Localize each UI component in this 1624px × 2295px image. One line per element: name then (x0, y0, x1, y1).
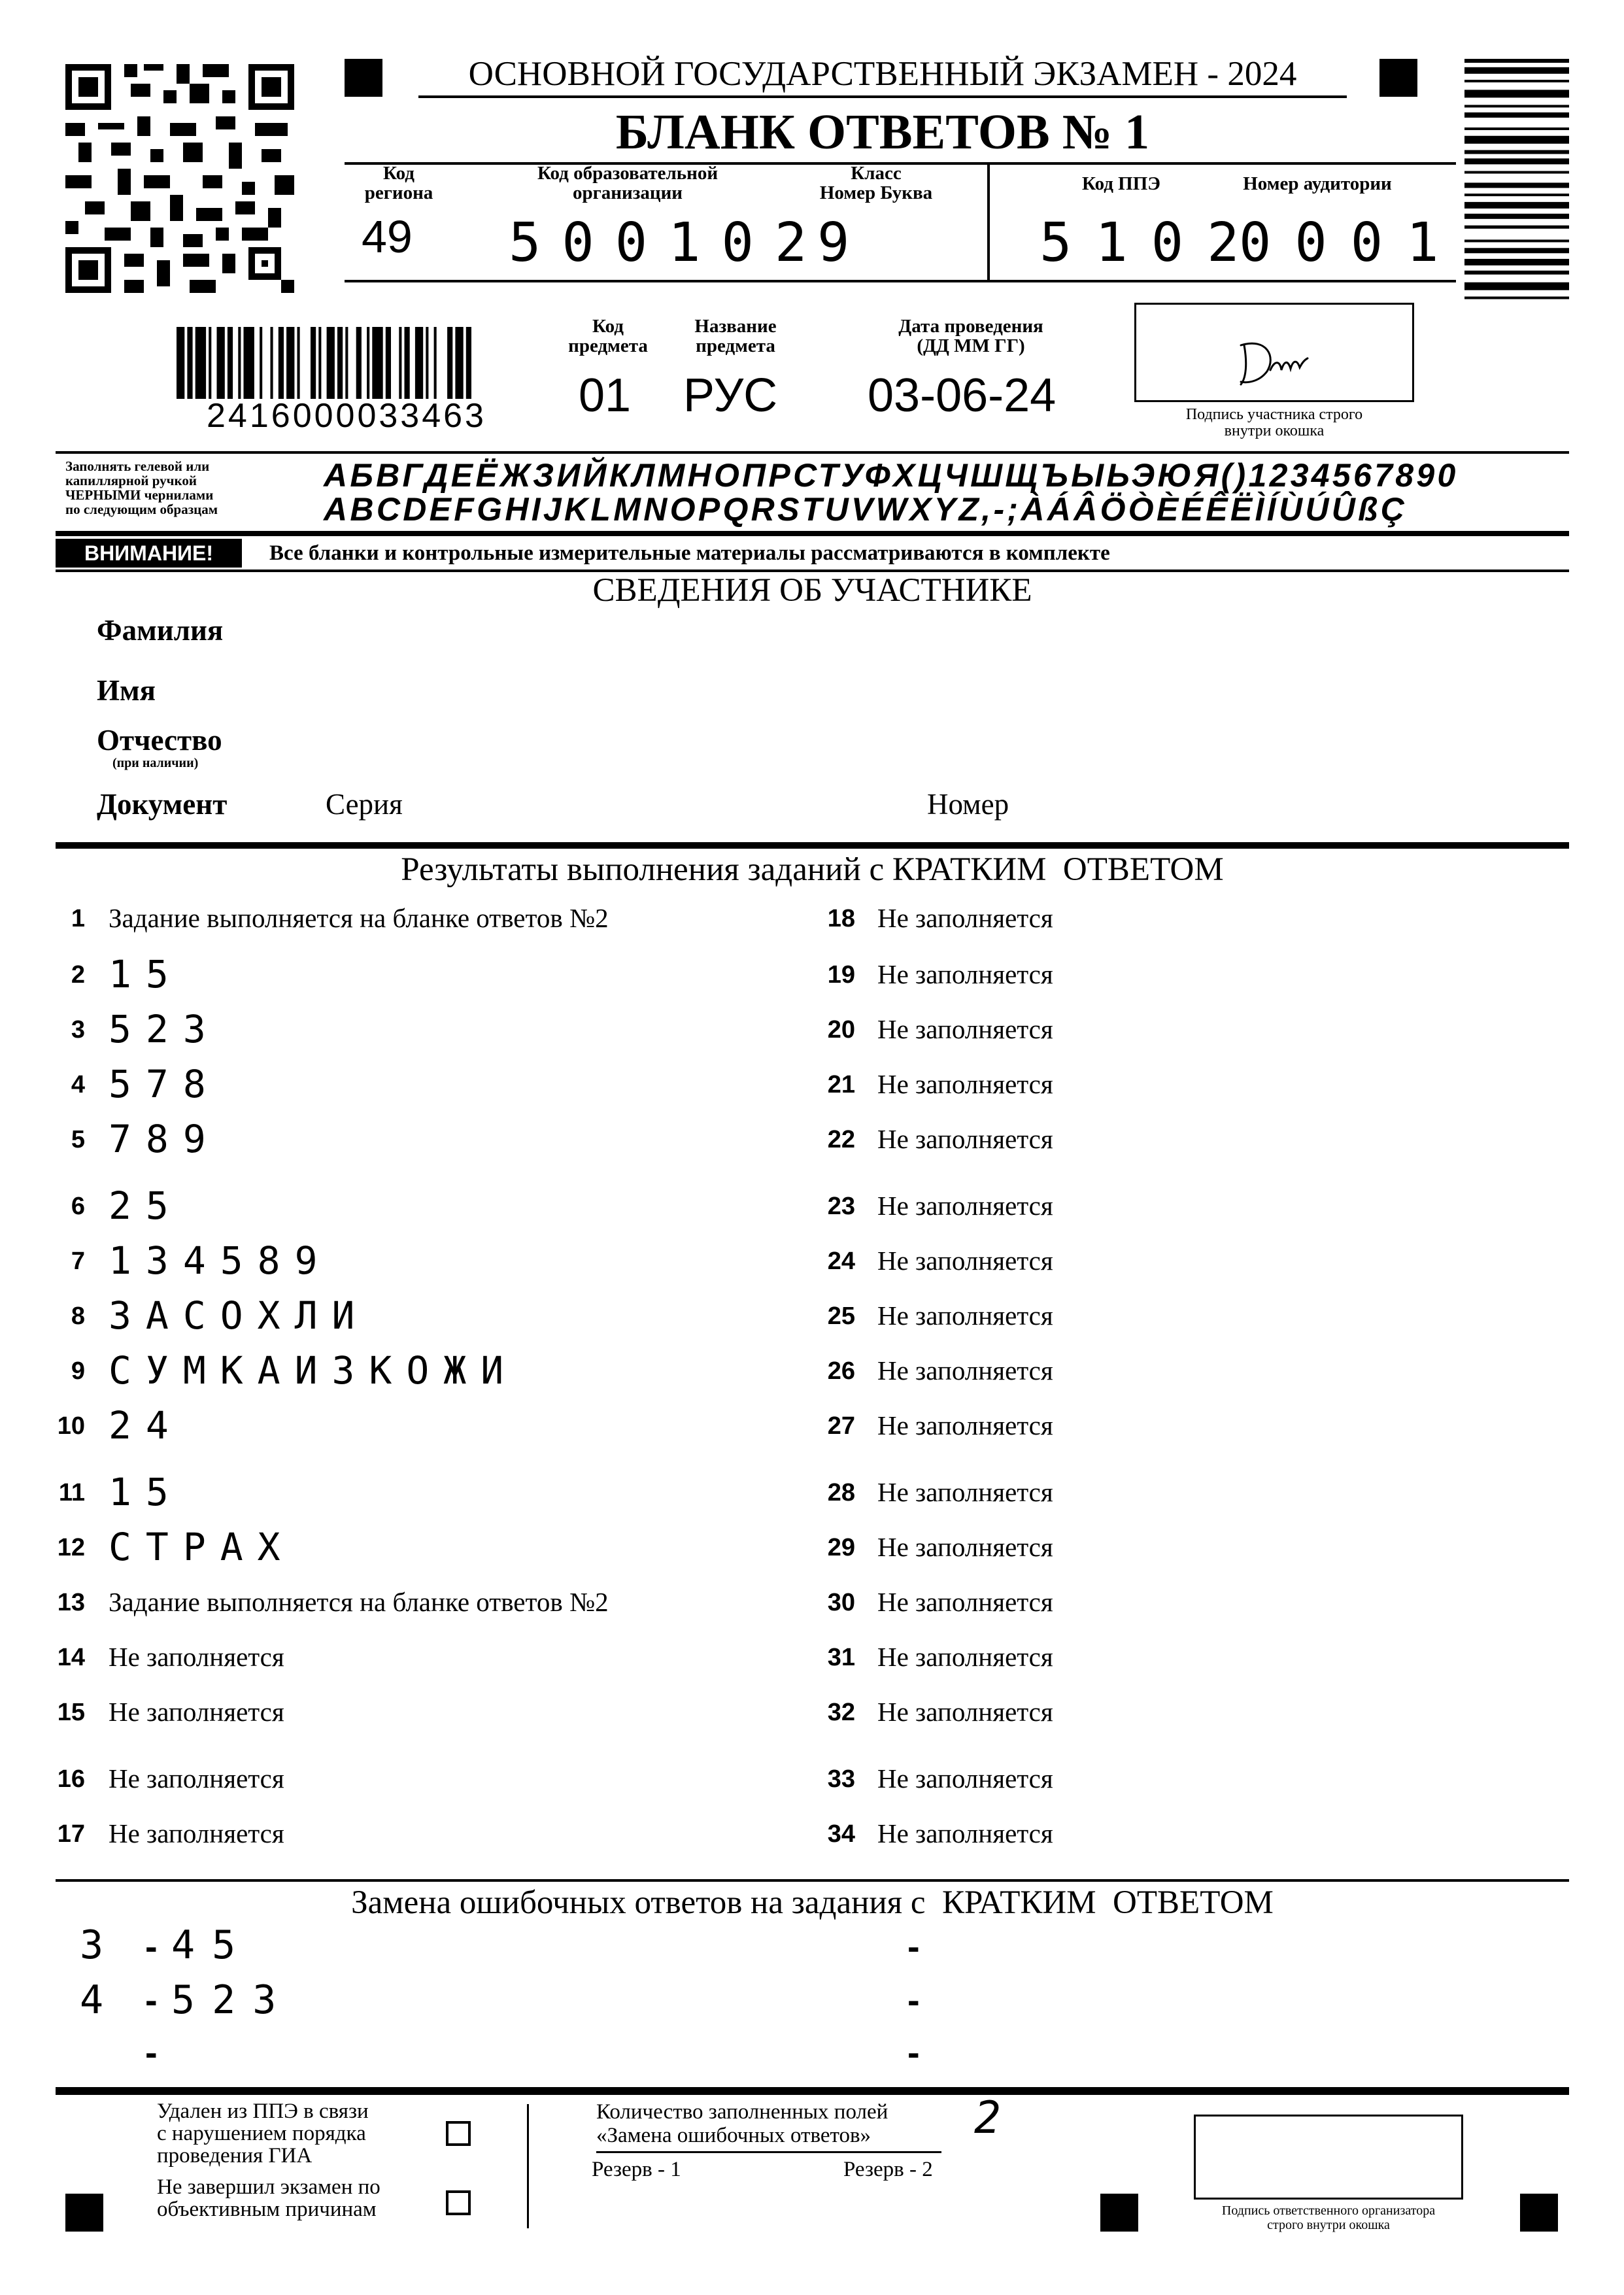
task-number: 20 (827, 1016, 855, 1044)
task-answer: Задание выполняется на бланке ответов №2 (109, 903, 609, 933)
task-number: 19 (827, 961, 855, 989)
task-answer[interactable]: 15 (109, 1470, 183, 1514)
samples-instruction: Заполнять гелевой или капиллярной ручкой ЧЕРНЫМИ чернилами по следующим образцам (65, 458, 218, 517)
task-answer[interactable]: 523 (109, 1007, 220, 1051)
replacement-dash-1: - (145, 1926, 158, 1967)
task-number: 3 (71, 1016, 85, 1044)
removed-label: Удален из ППЭ в связи с нарушением порядка проведения ГИА (157, 2100, 369, 2168)
task-answer: Не заполняется (877, 903, 1053, 933)
footer-top-rule (56, 2087, 1569, 2095)
task-answer: Не заполняется (877, 959, 1053, 989)
task-number: 5 (71, 1126, 85, 1153)
task-number: 23 (827, 1193, 855, 1220)
task-number: 11 (58, 1479, 85, 1506)
task-answer: Не заполняется (109, 1642, 284, 1672)
room-label: Номер аудитории (1243, 173, 1392, 194)
qr-code (59, 58, 301, 299)
room-value: 0001 (1239, 212, 1463, 274)
side-barcode (1464, 59, 1569, 451)
task-number: 13 (57, 1589, 85, 1616)
count-value[interactable]: 2 (974, 2092, 1018, 2144)
task-answer[interactable]: 134589 (109, 1238, 332, 1283)
task-answer: Не заполняется (877, 1355, 1053, 1386)
task-number: 16 (57, 1765, 85, 1793)
org-label: Код образовательной организации (537, 163, 719, 203)
sample-row-cyrillic: АБВГДЕЁЖЗИЙКЛМНОПРСТУФХЦЧШЩЪЫЬЭЮЯ()1234567890 (324, 457, 1459, 494)
sample-row-latin: ABCDEFGHIJKLMNOPQRSTUVWXYZ,-;ÀÁÂÖÒÈÉÊËÌÍÙÚÛßÇ (324, 491, 1408, 528)
task-number: 2 (71, 961, 85, 989)
series-label: Серия (326, 788, 403, 821)
subject-code-label: Код предмета (568, 316, 648, 356)
task-answer: Не заполняется (877, 1191, 1053, 1221)
count-underline (596, 2151, 941, 2153)
task-number: 1 (71, 905, 85, 932)
warning-top-rule (56, 531, 1569, 536)
surname-label: Фамилия (97, 614, 224, 647)
replacements-section-title: Замена ошибочных ответов на задания с КРАТКИМ ОТВЕТОМ (351, 1884, 1274, 1921)
exam-title: ОСНОВНОЙ ГОСУДАРСТВЕННЫЙ ЭКЗАМЕН - 2024 (468, 55, 1297, 93)
task-answer: Не заполняется (877, 1410, 1053, 1440)
task-answer[interactable]: 15 (109, 952, 183, 996)
footer-divider (527, 2104, 529, 2228)
task-number: 15 (57, 1699, 85, 1726)
warning-text: Все бланки и контрольные измерительные материалы рассматриваются в комплекте (269, 541, 1110, 565)
task-answer: Не заполняется (877, 1818, 1053, 1848)
task-number: 26 (827, 1357, 855, 1385)
signature-caption: Подпись участника строго внутри окошка (1185, 406, 1363, 439)
task-answer[interactable]: 25 (109, 1183, 183, 1228)
participant-signature (1136, 305, 1416, 404)
task-answer: Не заполняется (877, 1477, 1053, 1507)
task-number: 28 (827, 1479, 855, 1506)
reserve-1: Резерв - 1 (592, 2158, 681, 2181)
task-answer: Не заполняется (109, 1763, 284, 1794)
task-number: 6 (71, 1193, 85, 1220)
number-label: Номер (927, 788, 1009, 821)
ppe-value: 5102 (1040, 212, 1263, 274)
task-answer: Не заполняется (877, 1246, 1053, 1276)
task-number: 17 (57, 1820, 85, 1848)
document-label: Документ (97, 788, 228, 821)
region-value: 49 (362, 211, 413, 262)
replacement-dash-6: - (907, 2032, 920, 2073)
barcode-number: 2416000033463 (207, 397, 486, 435)
task-number: 27 (827, 1412, 855, 1440)
not-finished-checkbox[interactable] (446, 2190, 471, 2215)
task-answer[interactable]: СУМКАИЗКОЖИ (109, 1348, 518, 1393)
organizer-signature-caption: Подпись ответственного организатора строго внутри окошка (1221, 2203, 1436, 2232)
replacement-answer-1[interactable]: 45 (171, 1922, 253, 1968)
replacement-dash-2: - (145, 1979, 158, 2020)
reserve-2: Резерв - 2 (843, 2158, 933, 2181)
task-answer: Не заполняется (877, 1124, 1053, 1154)
corner-marker-bottom-left (65, 2194, 103, 2232)
task-answer: Не заполняется (877, 1763, 1053, 1794)
samples-top-rule (56, 451, 1569, 454)
replacement-task-1[interactable]: 3 (80, 1922, 121, 1968)
codes-divider (987, 162, 990, 282)
task-number: 34 (827, 1820, 855, 1848)
subject-barcode (177, 327, 530, 399)
not-finished-label: Не завершил экзамен по объективным причинам (157, 2175, 381, 2221)
task-number: 7 (71, 1248, 85, 1275)
replacement-answer-2[interactable]: 523 (171, 1977, 294, 2023)
org-value: 500102 (509, 212, 828, 274)
task-number: 14 (57, 1644, 85, 1671)
replacement-dash-3: - (145, 2032, 158, 2073)
exam-date-value: 03-06-24 (868, 369, 1057, 422)
corner-marker-top-left (345, 59, 382, 97)
removed-checkbox[interactable] (446, 2121, 471, 2146)
task-answer[interactable]: 789 (109, 1117, 220, 1161)
exam-date-label: Дата проведения (ДД ММ ГГ) (898, 316, 1043, 356)
task-answer[interactable]: 578 (109, 1062, 220, 1106)
count-label: Количество заполненных полей «Замена ошибочных ответов» (596, 2100, 888, 2147)
subject-code-value: 01 (579, 369, 632, 422)
replacement-task-2[interactable]: 4 (80, 1977, 121, 2023)
task-number: 25 (827, 1302, 855, 1330)
task-number: 10 (57, 1412, 85, 1440)
task-answer: Не заполняется (877, 1300, 1053, 1331)
region-label: Код региона (364, 163, 433, 203)
task-number: 32 (827, 1699, 855, 1726)
task-answer: Не заполняется (109, 1818, 284, 1848)
replacement-dash-4: - (907, 1926, 920, 1967)
task-number: 29 (827, 1534, 855, 1561)
task-number: 33 (827, 1765, 855, 1793)
task-number: 22 (827, 1126, 855, 1153)
task-answer[interactable]: СТРАХ (109, 1525, 295, 1569)
form-title: БЛАНК ОТВЕТОВ № 1 (615, 105, 1150, 160)
task-answer[interactable]: ЗАСОХЛИ (109, 1293, 369, 1338)
task-number: 12 (57, 1534, 85, 1561)
participant-section-title: СВЕДЕНИЯ ОБ УЧАСТНИКЕ (592, 572, 1032, 609)
patronymic-note: (при наличии) (112, 756, 199, 770)
title-underline (418, 95, 1347, 98)
results-section-title: Результаты выполнения заданий с КРАТКИМ ОТВЕТОМ (401, 851, 1224, 888)
task-answer: Не заполняется (877, 1642, 1053, 1672)
organizer-signature-box[interactable] (1194, 2115, 1463, 2200)
task-number: 21 (827, 1071, 855, 1098)
results-top-rule (56, 842, 1569, 849)
task-answer[interactable]: 24 (109, 1403, 183, 1448)
codes-bottom-rule (345, 280, 1456, 282)
patronymic-label: Отчество (97, 724, 222, 756)
task-number: 8 (71, 1302, 85, 1330)
subject-name-label: Название предмета (694, 316, 777, 356)
task-answer: Не заполняется (877, 1069, 1053, 1099)
replacement-dash-5: - (907, 1979, 920, 2020)
task-number: 18 (827, 905, 855, 932)
corner-marker-bottom-right (1520, 2194, 1558, 2232)
warning-badge: ВНИМАНИЕ! (56, 539, 242, 568)
task-answer: Не заполняется (109, 1697, 284, 1727)
task-answer: Не заполняется (877, 1697, 1053, 1727)
class-label: Класс Номер Буква (819, 163, 933, 203)
participant-signature-box[interactable] (1134, 303, 1414, 402)
subject-name-value: РУС (683, 369, 778, 422)
task-answer: Не заполняется (877, 1014, 1053, 1044)
corner-marker-bottom-mid (1100, 2194, 1138, 2232)
task-number: 9 (71, 1357, 85, 1385)
task-answer: Не заполняется (877, 1532, 1053, 1562)
task-number: 30 (827, 1589, 855, 1616)
task-answer: Не заполняется (877, 1587, 1053, 1617)
corner-marker-top-right (1379, 59, 1417, 97)
task-number: 24 (827, 1248, 855, 1275)
task-answer: Задание выполняется на бланке ответов №2 (109, 1587, 609, 1617)
task-number: 4 (71, 1071, 85, 1098)
task-number: 31 (827, 1644, 855, 1671)
ppe-label: Код ППЭ (1082, 173, 1160, 194)
class-value: 9 (817, 212, 867, 274)
name-label: Имя (97, 674, 156, 707)
